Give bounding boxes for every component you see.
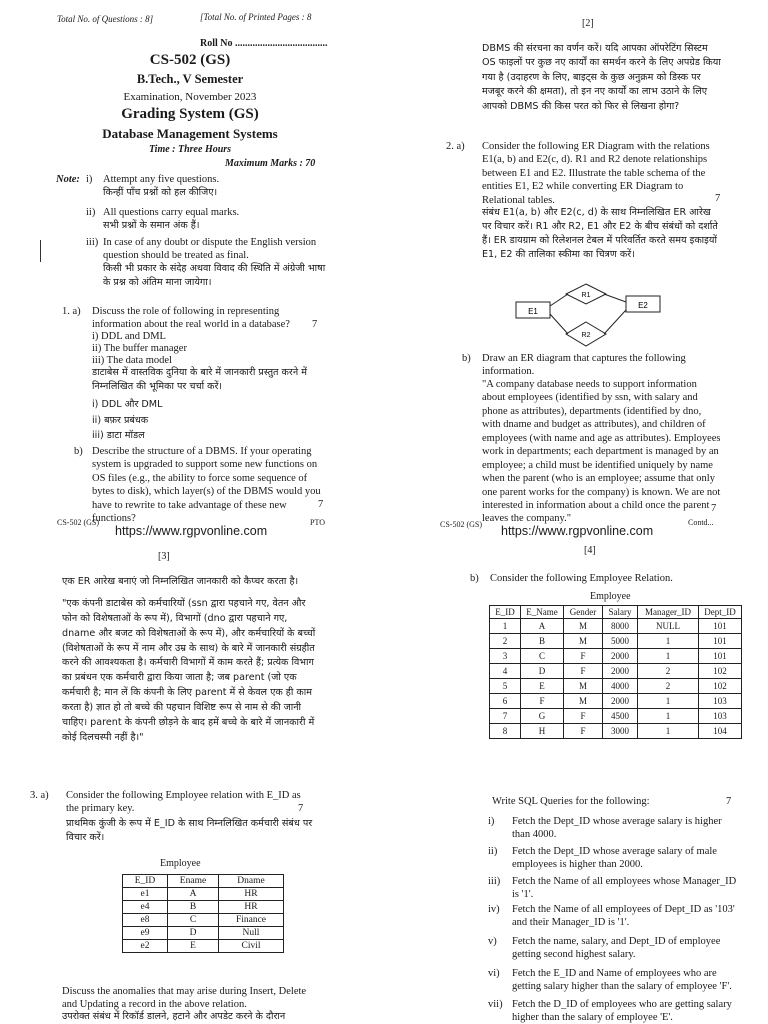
table-row: [123, 927, 284, 940]
col-salary: Salary: [603, 606, 638, 619]
time: Time : Three Hours: [148, 144, 232, 155]
col-gender: Gender: [564, 606, 603, 619]
cell: 4: [490, 664, 521, 679]
query-number: iv): [488, 904, 500, 915]
col-e-id: E_ID: [490, 606, 521, 619]
cell: 101: [699, 649, 742, 664]
cell: e2: [123, 940, 168, 953]
cell: F: [564, 649, 603, 664]
cell: 2000: [603, 664, 638, 679]
r1-label: R1: [581, 292, 591, 299]
cell: 2: [638, 679, 699, 694]
cell: F: [521, 694, 564, 709]
footer-code: CS-502 (GS): [440, 520, 483, 529]
course: B.Tech., V Semester: [136, 72, 244, 86]
e2-label: E2: [638, 301, 648, 310]
cell: 104: [699, 724, 742, 739]
footer-pto: PTO: [310, 518, 325, 527]
query-text: Fetch the name, salary, and Dept_ID of employee getting second highest salary.: [512, 936, 721, 961]
q2b-quote: "A company database needs to support information about employees (identified by ssn, with salary and phone as attributes), departments (identified by dno, with dname and budget as attributes), and children of employees (with name and age as attributes). Employees work in departments; each department is managed by an employee; a child must be identified uniquely by name when the parent (who is an employee; assume that only one parent works for the company) is known. We are not interested in information about a child once the parent leaves the company.": [482, 379, 721, 525]
note-i-en: Attempt any five questions.: [103, 174, 220, 185]
note-ii-hi: सभी प्रश्नों के समान अंक हैं।: [103, 220, 200, 231]
q3a-marks: 7: [298, 803, 304, 814]
page-number: [2]: [582, 18, 594, 29]
note-iii-en: In case of any doubt or dispute the English version question should be treated as final.: [103, 237, 317, 262]
q2a-hindi: संबंध E1(a, b) और E2(c, d) के साथ निम्नलिखित ER आरेख पर विचार करें। R1 और R2, E1 और E2 के बीच संबंधों को दर्शाते हैं। ER डायग्राम को रिलेशनल टेबल में परिवर्तित करते समय इकाइयों E1, E2 की तालिका स्कीमा का चित्रण करें।: [482, 207, 718, 260]
cell: F: [564, 709, 603, 724]
col-e-id: E_ID: [123, 875, 168, 888]
cell: 3: [490, 649, 521, 664]
hindi-quote: "एक कंपनी डाटाबेस को कर्मचारियों (ssn द्वारा पहचाने गए, वेतन और फोन को विशेषताओं के रूप में), विभागों (dno द्वारा पहचाने गए, dname और बजट को विशेषताओं के रूप में), और कर्मचारियों के बच्चों (विशेषताओं के रूप में नाम और उम्र के साथ) के बारे में जानकारी संग्रहीत करने की आवश्यकता है। कर्मचारी विभागों में काम करते हैं; प्रत्येक विभाग का प्रबंधन एक कर्मचारी द्वारा किया जाता है; जब parent (जो एक कर्मचारी है; मान लें कि कंपनी के लिए parent में से केवल एक ही काम करता है) ज्ञात हो तो बच्चे की पहचान विशिष्ट रूप से नाम से की जानी चाहिए। parent के कंपनी छोड़ने के बाद हमें बच्चे के बारे में जानकारी में कोई दिलचस्पी नहीं है।": [62, 598, 316, 743]
col-manager-id: Manager_ID: [638, 606, 699, 619]
q3a-discuss: Discuss the anomalies that may arise during Insert, Delete and Updating a record in the above relation.: [62, 986, 307, 1011]
er-diagram: [514, 282, 674, 348]
sql-marks: 7: [726, 796, 732, 807]
r2-label: R2: [581, 332, 591, 339]
query-item: [488, 845, 738, 872]
grading-system: Grading System (GS): [121, 106, 259, 122]
q3a-text: Consider the following Employee relation with E_ID as the primary key.: [66, 790, 301, 815]
q1a-hindi: डाटाबेस में वास्तविक दुनिया के बारे में जानकारी प्रस्तुत करने में निम्नलिखित की भूमिका पर चर्चा करें।: [92, 367, 307, 392]
q2a-text: Consider the following ER Diagram with the relations E1(a, b) and E2(c, d). R1 and R2 denote relationships between E1 and E2. Illustrate the table schema of the entities E1, E2 while converting ER Diagram to Relational tables.: [482, 141, 710, 206]
q1b-number: b): [74, 446, 83, 457]
page-number: [4]: [584, 545, 596, 556]
q2b-number: b): [462, 353, 471, 364]
website-url: https://www.rgpvonline.com: [501, 524, 654, 538]
website-url: https://www.rgpvonline.com: [115, 524, 268, 538]
cell: 1: [638, 709, 699, 724]
query-text: Fetch the E_ID and Name of employees who are getting salary higher than the salary of employee 'F'.: [512, 968, 732, 993]
q1b-text: Describe the structure of a DBMS. If your operating system is upgraded to support some new functions on OS files (e.g., the ability to force some sequence of bytes to disk), which layer(s) of the DBMS would you have to rewrite to take advantage of these new functions?: [92, 446, 321, 525]
table-row: [490, 664, 742, 679]
employee-table: [122, 874, 284, 953]
query-text: Fetch the Name of all employees whose Manager_ID is '1'.: [512, 876, 737, 901]
note-ii-num: ii): [86, 207, 96, 218]
col-dept-id: Dept_ID: [699, 606, 742, 619]
cell: M: [564, 679, 603, 694]
page-3: [0, 545, 384, 1024]
q3b-number: b): [470, 573, 479, 584]
hindi-intro: एक ER आरेख बनाएं जो निम्नलिखित जानकारी को कैप्चर करता है।: [62, 576, 299, 587]
query-item: [488, 815, 738, 842]
q1a-hindi-item-1: i) DDL और DML: [92, 399, 163, 410]
query-text: Fetch the Dept_ID whose average salary of male employees is higher than 2000.: [512, 846, 717, 871]
e1-label: E1: [528, 307, 538, 316]
cell: 101: [699, 634, 742, 649]
q1a-marks: 7: [312, 319, 318, 330]
col-dname: Dname: [219, 875, 284, 888]
query-number: vii): [488, 999, 503, 1010]
footer-contd: Contd...: [688, 518, 714, 527]
note-iii-num: iii): [86, 237, 99, 248]
cell: e1: [123, 888, 168, 901]
table-row: [123, 940, 284, 953]
cell: 1: [490, 619, 521, 634]
cell: E: [521, 679, 564, 694]
cell: 2: [490, 634, 521, 649]
q2b-text: Draw an ER diagram that captures the following information.: [482, 353, 686, 378]
cell: A: [521, 619, 564, 634]
cell: B: [168, 901, 219, 914]
cell: 8: [490, 724, 521, 739]
query-number: v): [488, 936, 497, 947]
query-text: Fetch the Dept_ID whose average salary is higher than 4000.: [512, 816, 722, 841]
cell: 4000: [603, 679, 638, 694]
table-row: [123, 888, 284, 901]
table-header-row: [123, 875, 284, 888]
max-marks: Maximum Marks : 70: [225, 158, 316, 169]
query-text: Fetch the D_ID of employees who are getting salary higher than the salary of employee 'E'.: [512, 999, 732, 1024]
cell: 8000: [603, 619, 638, 634]
cell: C: [521, 649, 564, 664]
q1b-hindi: DBMS की संरचना का वर्णन करें। यदि आपका ऑपरेटिंग सिस्टम OS फाइलों पर कुछ नए कार्यों का समर्थन करने के लिए अपग्रेड किया गया है (उदाहरण के लिए, बाइट्स के कुछ अनुक्रम को डिस्क पर मजबूर करने की क्षमता), तो इन नए कार्यों का लाभ उठाने के लिए आपको DBMS की किस परत को फिर से लिखना होगा?: [482, 43, 721, 112]
cell: e4: [123, 901, 168, 914]
q2a-number: 2. a): [446, 141, 465, 152]
cell: F: [564, 724, 603, 739]
cell: B: [521, 634, 564, 649]
note-label: Note:: [56, 174, 80, 185]
col-e-name: E_Name: [521, 606, 564, 619]
q1b-marks: 7: [318, 499, 324, 510]
cell: 2: [638, 664, 699, 679]
cell: Finance: [219, 914, 284, 927]
q1a-hindi-item-3: iii) डाटा मॉडल: [92, 430, 145, 441]
q3a-number: 3. a): [30, 790, 49, 801]
q1a-item-3: iii) The data model: [92, 355, 172, 366]
cell: 3000: [603, 724, 638, 739]
cell: HR: [219, 901, 284, 914]
margin-mark: [40, 240, 41, 262]
q1a-hindi-item-2: ii) बफ़र प्रबंधक: [92, 415, 149, 426]
query-item: [488, 998, 738, 1024]
table-title: Employee: [160, 858, 201, 869]
table-row: [490, 709, 742, 724]
query-number: iii): [488, 876, 501, 887]
cell: D: [168, 927, 219, 940]
table-header-row: [490, 606, 742, 619]
page-2: [384, 0, 768, 545]
q3b-text: Consider the following Employee Relation.: [490, 573, 673, 584]
cell: G: [521, 709, 564, 724]
cell: H: [521, 724, 564, 739]
cell: Null: [219, 927, 284, 940]
cell: D: [521, 664, 564, 679]
subject: Database Management Systems: [102, 126, 278, 141]
table-row: [490, 694, 742, 709]
cell: 103: [699, 709, 742, 724]
employee-relation-table: [489, 605, 742, 739]
cell: 102: [699, 664, 742, 679]
q3a-hindi-discuss: उपरोक्त संबंध में रिकॉर्ड डालने, हटाने और अपडेट करने के दौरान: [62, 1011, 286, 1022]
q1a-text: Discuss the role of following in representing information about the real world in a database?: [92, 306, 290, 331]
table-title: Employee: [590, 591, 631, 602]
cell: C: [168, 914, 219, 927]
page-4: [384, 545, 768, 1024]
table-row: [123, 914, 284, 927]
cell: 1: [638, 649, 699, 664]
roll-no: Roll No .....................................: [200, 38, 328, 49]
cell: e8: [123, 914, 168, 927]
q3a-hindi: प्राथमिक कुंजी के रूप में E_ID के साथ निम्नलिखित कर्मचारी संबंध पर विचार करें।: [66, 818, 313, 843]
cell: M: [564, 634, 603, 649]
cell: Civil: [219, 940, 284, 953]
page-1: [0, 0, 384, 545]
cell: A: [168, 888, 219, 901]
cell: HR: [219, 888, 284, 901]
q2b-marks: 7: [711, 503, 717, 514]
table-row: [490, 679, 742, 694]
cell: 6: [490, 694, 521, 709]
page-number: [3]: [158, 551, 170, 562]
table-row: [123, 901, 284, 914]
total-questions: Total No. of Questions : 8]: [57, 14, 154, 24]
q1a-item-2: ii) The buffer manager: [92, 343, 187, 354]
query-item: [488, 903, 738, 930]
cell: 5: [490, 679, 521, 694]
cell: M: [564, 619, 603, 634]
footer-code: CS-502 (GS): [57, 518, 100, 527]
cell: 7: [490, 709, 521, 724]
cell: 101: [699, 619, 742, 634]
note-iii-hi: किसी भी प्रकार के संदेह अथवा विवाद की स्थिति में अंग्रेजी भाषा के प्रश्न को अंतिम माना जायेगा।: [103, 263, 326, 288]
q1a-item-1: i) DDL and DML: [92, 331, 166, 342]
cell: 103: [699, 694, 742, 709]
cell: 2000: [603, 694, 638, 709]
sql-intro: Write SQL Queries for the following:: [492, 796, 650, 807]
table-row: [490, 649, 742, 664]
query-number: vi): [488, 968, 500, 979]
query-item: [488, 875, 738, 902]
cell: 102: [699, 679, 742, 694]
cell: 1: [638, 724, 699, 739]
cell: NULL: [638, 619, 699, 634]
cell: e9: [123, 927, 168, 940]
col-ename: Ename: [168, 875, 219, 888]
cell: 1: [638, 634, 699, 649]
cell: 5000: [603, 634, 638, 649]
query-item: [488, 935, 738, 962]
table-row: [490, 634, 742, 649]
table-row: [490, 619, 742, 634]
paper-code: CS-502 (GS): [149, 52, 231, 68]
query-item: [488, 967, 738, 994]
query-text: Fetch the Name of all employees of Dept_ID as '103' and their Manager_ID is '1'.: [512, 904, 735, 929]
note-i-hi: किन्हीं पाँच प्रश्नों को हल कीजिए।: [103, 187, 218, 198]
cell: E: [168, 940, 219, 953]
total-pages: [Total No. of Printed Pages : 8: [200, 12, 312, 22]
cell: 1: [638, 694, 699, 709]
query-number: ii): [488, 846, 498, 857]
cell: 2000: [603, 649, 638, 664]
exam-session: Examination, November 2023: [123, 91, 257, 103]
query-number: i): [488, 816, 495, 827]
cell: F: [564, 664, 603, 679]
note-i-num: i): [86, 174, 93, 185]
q2a-marks: 7: [715, 193, 721, 204]
note-ii-en: All questions carry equal marks.: [103, 207, 240, 218]
q1a-number: 1. a): [62, 306, 81, 317]
table-row: [490, 724, 742, 739]
cell: M: [564, 694, 603, 709]
cell: 4500: [603, 709, 638, 724]
